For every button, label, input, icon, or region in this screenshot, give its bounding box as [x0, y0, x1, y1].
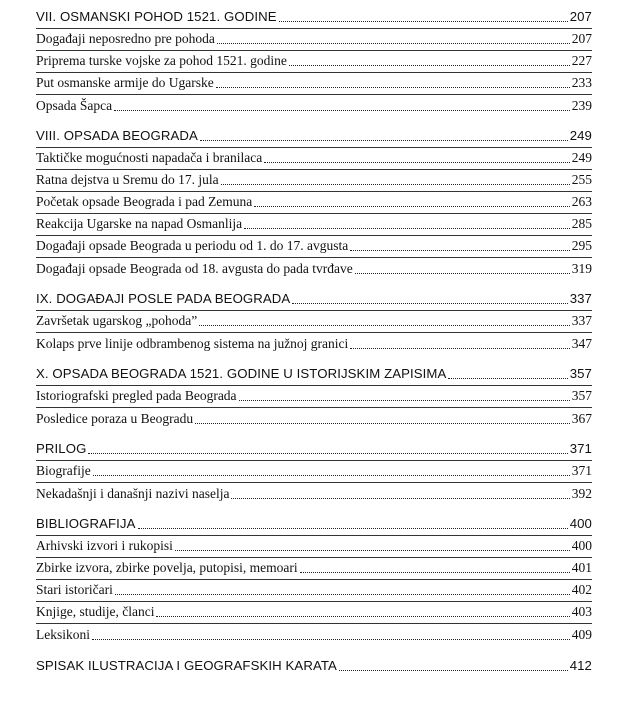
- entry-title: Kolaps prve linije odbrambenog sistema na južnoj granici: [36, 336, 349, 351]
- entry-title: Događaji opsade Beograda od 18. avgusta do pada tvrđave: [36, 261, 353, 276]
- entry-title: Arhivski izvori i rukopisi: [36, 538, 173, 553]
- page-number: 337: [571, 313, 592, 328]
- dot-leader: [279, 20, 568, 22]
- page-number: 207: [571, 31, 592, 46]
- toc-chapter-heading: [36, 514, 592, 536]
- toc-entry: [36, 602, 592, 624]
- dot-leader: [115, 593, 570, 595]
- toc-entry: [36, 29, 592, 51]
- chapter-title: VIII. OPSADA BEOGRADA: [36, 128, 198, 143]
- page-number: 233: [571, 75, 592, 90]
- toc-section: [36, 514, 592, 646]
- dot-leader: [93, 474, 570, 476]
- toc-section: [36, 289, 592, 355]
- dot-leader: [264, 161, 570, 163]
- dot-leader: [216, 86, 570, 88]
- page-number: 401: [571, 560, 592, 575]
- table-of-contents: [36, 7, 592, 677]
- toc-entry: [36, 192, 592, 214]
- entry-title: Nekadašnji i današnji nazivi naselja: [36, 486, 230, 501]
- page-number: 337: [569, 291, 592, 306]
- page-number: 255: [571, 172, 592, 187]
- entry-title: Posledice poraza u Beogradu: [36, 411, 194, 426]
- toc-entry: [36, 558, 592, 580]
- page-number: 392: [571, 486, 592, 501]
- toc-entry: [36, 258, 592, 280]
- dot-leader: [156, 615, 569, 617]
- entry-title: Istoriografski pregled pada Beograda: [36, 388, 237, 403]
- toc-section: [36, 439, 592, 505]
- dot-leader: [195, 422, 570, 424]
- page-number: 295: [571, 238, 592, 253]
- toc-entry: [36, 386, 592, 408]
- dot-leader: [175, 549, 570, 551]
- dot-leader: [199, 324, 570, 326]
- page-number: 227: [571, 53, 592, 68]
- entry-title: Opsada Šapca: [36, 98, 113, 113]
- dot-leader: [221, 183, 570, 185]
- toc-entry: [36, 408, 592, 430]
- toc-section: [36, 655, 592, 677]
- toc-section: [36, 126, 592, 280]
- dot-leader: [254, 205, 569, 207]
- toc-entry: [36, 311, 592, 333]
- page-number: 357: [571, 388, 592, 403]
- page-number: 249: [569, 128, 592, 143]
- entry-title: Završetak ugarskog „pohoda”: [36, 313, 198, 328]
- entry-title: Događaji opsade Beograda u periodu od 1. do 17. avgusta: [36, 238, 349, 253]
- dot-leader: [350, 347, 569, 349]
- dot-leader: [350, 249, 569, 251]
- toc-entry: [36, 483, 592, 505]
- page-number: 371: [569, 441, 592, 456]
- entry-title: Događaji neposredno pre pohoda: [36, 31, 215, 46]
- entry-title: Leksikoni: [36, 627, 90, 642]
- entry-title: Ratna dejstva u Sremu do 17. jula: [36, 172, 219, 187]
- page-number: 400: [569, 516, 592, 531]
- entry-title: Knjige, studije, članci: [36, 604, 155, 619]
- toc-chapter-heading: [36, 289, 592, 311]
- entry-title: Taktičke mogućnosti napadača i branilaca: [36, 150, 263, 165]
- toc-chapter-heading: [36, 126, 592, 148]
- entry-title: Reakcija Ugarske na napad Osmanlija: [36, 216, 243, 231]
- entry-title: Stari istoričari: [36, 582, 113, 597]
- dot-leader: [138, 527, 568, 529]
- toc-entry: [36, 580, 592, 602]
- toc-entry: [36, 51, 592, 73]
- page-number: 207: [569, 9, 592, 24]
- dot-leader: [92, 638, 570, 640]
- page-number: 367: [571, 411, 592, 426]
- dot-leader: [289, 64, 570, 66]
- chapter-title: X. OPSADA BEOGRADA 1521. GODINE U ISTORIJSKIM ZAPISIMA: [36, 366, 447, 381]
- dot-leader: [239, 399, 570, 401]
- dot-leader: [114, 109, 570, 111]
- entry-title: Početak opsade Beograda i pad Zemuna: [36, 194, 253, 209]
- dot-leader: [244, 227, 570, 229]
- entry-title: Biografije: [36, 463, 91, 478]
- toc-entry: [36, 624, 592, 646]
- toc-entry: [36, 236, 592, 258]
- dot-leader: [200, 139, 568, 141]
- page-number: 371: [571, 463, 592, 478]
- toc-chapter-heading: [36, 364, 592, 386]
- dot-leader: [300, 571, 570, 573]
- dot-leader: [448, 377, 567, 379]
- dot-leader: [292, 302, 567, 304]
- entry-title: Zbirke izvora, zbirke povelja, putopisi, memoari: [36, 560, 298, 575]
- page-number: 357: [569, 366, 592, 381]
- page-number: 319: [571, 261, 592, 276]
- page-number: 263: [571, 194, 592, 209]
- chapter-title: PRILOG: [36, 441, 87, 456]
- toc-entry: [36, 461, 592, 483]
- toc-section: [36, 7, 592, 117]
- toc-entry: [36, 73, 592, 95]
- chapter-title: VII. OSMANSKI POHOD 1521. GODINE: [36, 9, 277, 24]
- page-number: 285: [571, 216, 592, 231]
- dot-leader: [355, 272, 570, 274]
- chapter-title: IX. DOGAĐAJI POSLE PADA BEOGRADA: [36, 291, 291, 306]
- toc-entry: [36, 95, 592, 117]
- dot-leader: [231, 497, 569, 499]
- page-number: 249: [571, 150, 592, 165]
- toc-entry: [36, 333, 592, 355]
- entry-title: Priprema turske vojske za pohod 1521. godine: [36, 53, 287, 68]
- page-number: 400: [571, 538, 592, 553]
- page-number: 402: [571, 582, 592, 597]
- page-number: 239: [571, 98, 592, 113]
- page-number: 412: [569, 658, 592, 673]
- toc-chapter-heading: [36, 7, 592, 29]
- dot-leader: [217, 42, 570, 44]
- toc-chapter-heading: [36, 439, 592, 461]
- toc-entry: [36, 170, 592, 192]
- page-number: 347: [571, 336, 592, 351]
- dot-leader: [88, 452, 567, 454]
- dot-leader: [339, 669, 568, 671]
- toc-section: [36, 364, 592, 430]
- page-number: 403: [571, 604, 592, 619]
- toc-chapter-heading: [36, 655, 592, 677]
- chapter-title: BIBLIOGRAFIJA: [36, 516, 136, 531]
- toc-entry: [36, 214, 592, 236]
- page-number: 409: [571, 627, 592, 642]
- toc-entry: [36, 536, 592, 558]
- chapter-title: SPISAK ILUSTRACIJA I GEOGRAFSKIH KARATA: [36, 658, 337, 673]
- toc-entry: [36, 148, 592, 170]
- entry-title: Put osmanske armije do Ugarske: [36, 75, 214, 90]
